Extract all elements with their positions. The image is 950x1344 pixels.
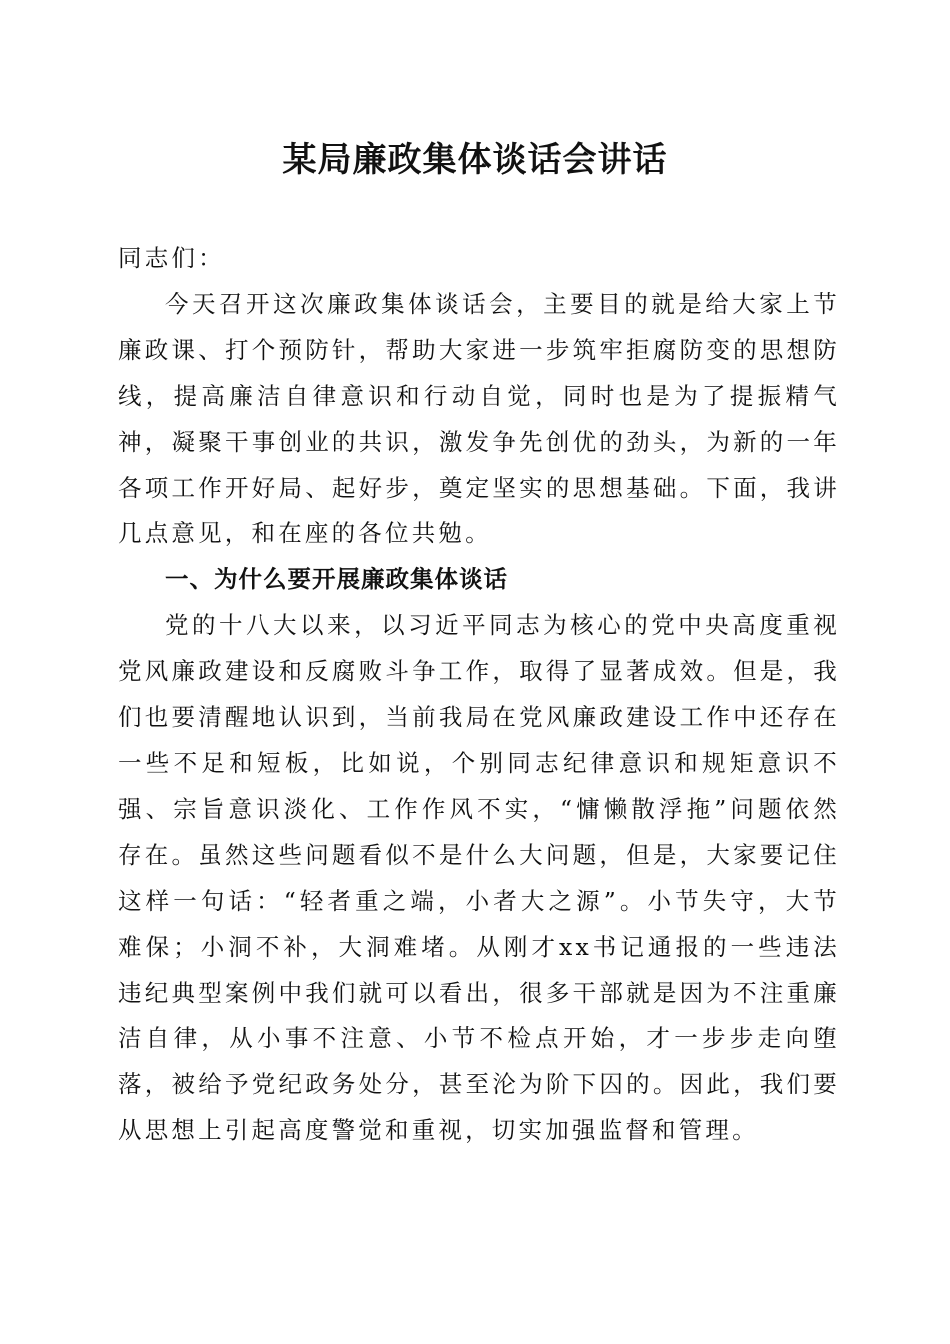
document-title: 某局廉政集体谈话会讲话 bbox=[282, 140, 668, 180]
intro-paragraph: 今天召开这次廉政集体谈话会，主要目的就是给大家上节廉政课、打个预防针，帮助大家进一步筑牢拒腐防变的思想防线，提高廉洁自律意识和行动自觉，同时也是为了提振精气神，凝聚干事创业的共识，激发争先创优的劲头，为新的一年各项工作开好局、起好步，奠定坚实的思想基础。下面，我讲几点意见，和在座的各位共勉。 bbox=[118, 289, 840, 548]
document-body bbox=[118, 236, 840, 1154]
section-heading: 一、为什么要开展廉政集体谈话 bbox=[165, 565, 508, 594]
salutation: 同志们： bbox=[118, 244, 225, 272]
section-paragraph: 党的十八大以来，以习近平同志为核心的党中央高度重视党风廉政建设和反腐败斗争工作，取得了显著成效。但是，我们也要清醒地认识到，当前我局在党风廉政建设工作中还存在一些不足和短板，比如说，个别同志纪律意识和规矩意识不强、宗旨意识淡化、工作作风不实，“慵懒散浮拖”问题依然存在。虽然这些问题看似不是什么大问题，但是，大家要记住这样一句话：“轻者重之端，小者大之源”。小节失守，大节难保；小洞不补，大洞难堵。从刚才xx书记通报的一些违法违纪典型案例中我们就可以看出，很多干部就是因为不注重廉洁自律，从小事不注意、小节不检点开始，才一步步走向堕落，被给予党纪政务处分，甚至沦为阶下囚的。因此，我们要从思想上引起高度警觉和重视，切实加强监督和管理。 bbox=[118, 611, 840, 1145]
